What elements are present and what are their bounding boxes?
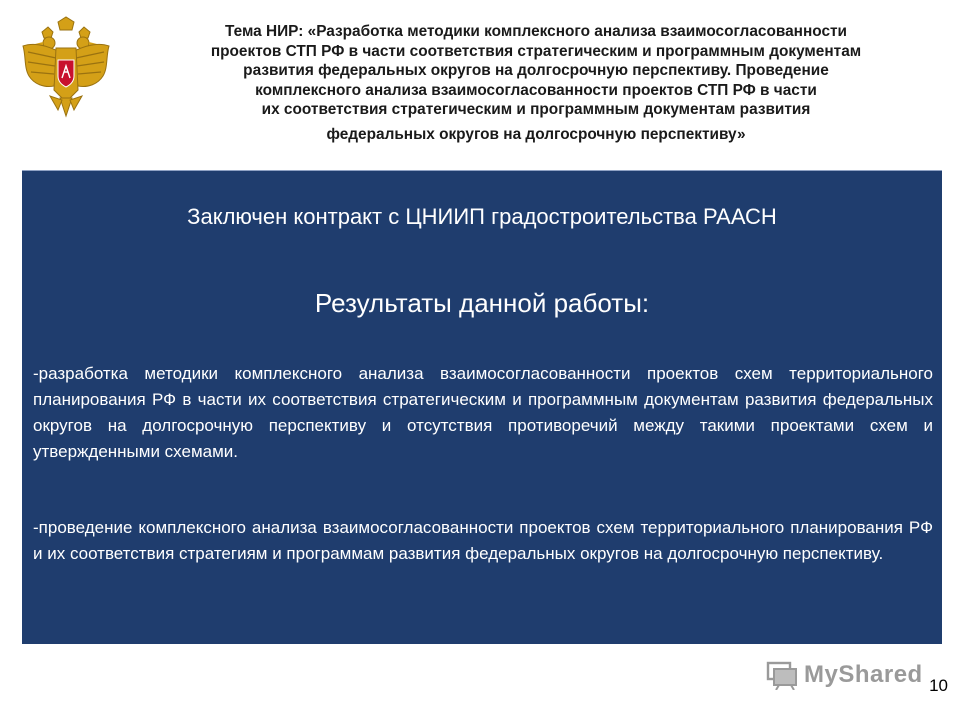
result-paragraph: -проведение комплексного анализа взаимосогласованности проектов схем территориального планирования РФ и их соответствия стратегиям и программам развития федеральных округов на долгосрочную перспективу. [33, 518, 933, 563]
topic-title [118, 22, 954, 145]
topic-title-line: Тема НИР: «Разработка методики комплексного анализа взаимосогласованности [224, 23, 848, 40]
watermark-text: MyShared [804, 661, 923, 688]
topic-title-line: комплексного анализа взаимосогласованности проектов СТП РФ в части [255, 81, 817, 99]
topic-title-line: их соответствия стратегическим и программным документам развития [261, 101, 811, 119]
contract-statement: Заключен контракт с ЦНИИП градостроительства РААСН [187, 204, 777, 229]
result-paragraph: -разработка методики комплексного анализа взаимосогласованности проектов схем территориального планирования РФ в части их соответствия стратегическим и программным документам развития федеральных округов на долгосрочную перспективу и отсутствия противоречий между такими проектами схем и утвержденными схемами. [33, 364, 933, 461]
content-panel [22, 170, 942, 644]
presentation-icon [766, 660, 798, 690]
topic-title-line: проектов СТП РФ в части соответствия стратегическим и программным документам [210, 42, 862, 60]
topic-title-line: развития федеральных округов на долгосрочную перспективу. Проведение [243, 62, 829, 80]
coat-of-arms-emblem [20, 16, 112, 120]
topic-title-line: федеральных округов на долгосрочную перспективу» [326, 125, 746, 143]
watermark [766, 657, 923, 693]
results-heading: Результаты данной работы: [314, 288, 650, 318]
page-number: 10 [929, 676, 948, 695]
